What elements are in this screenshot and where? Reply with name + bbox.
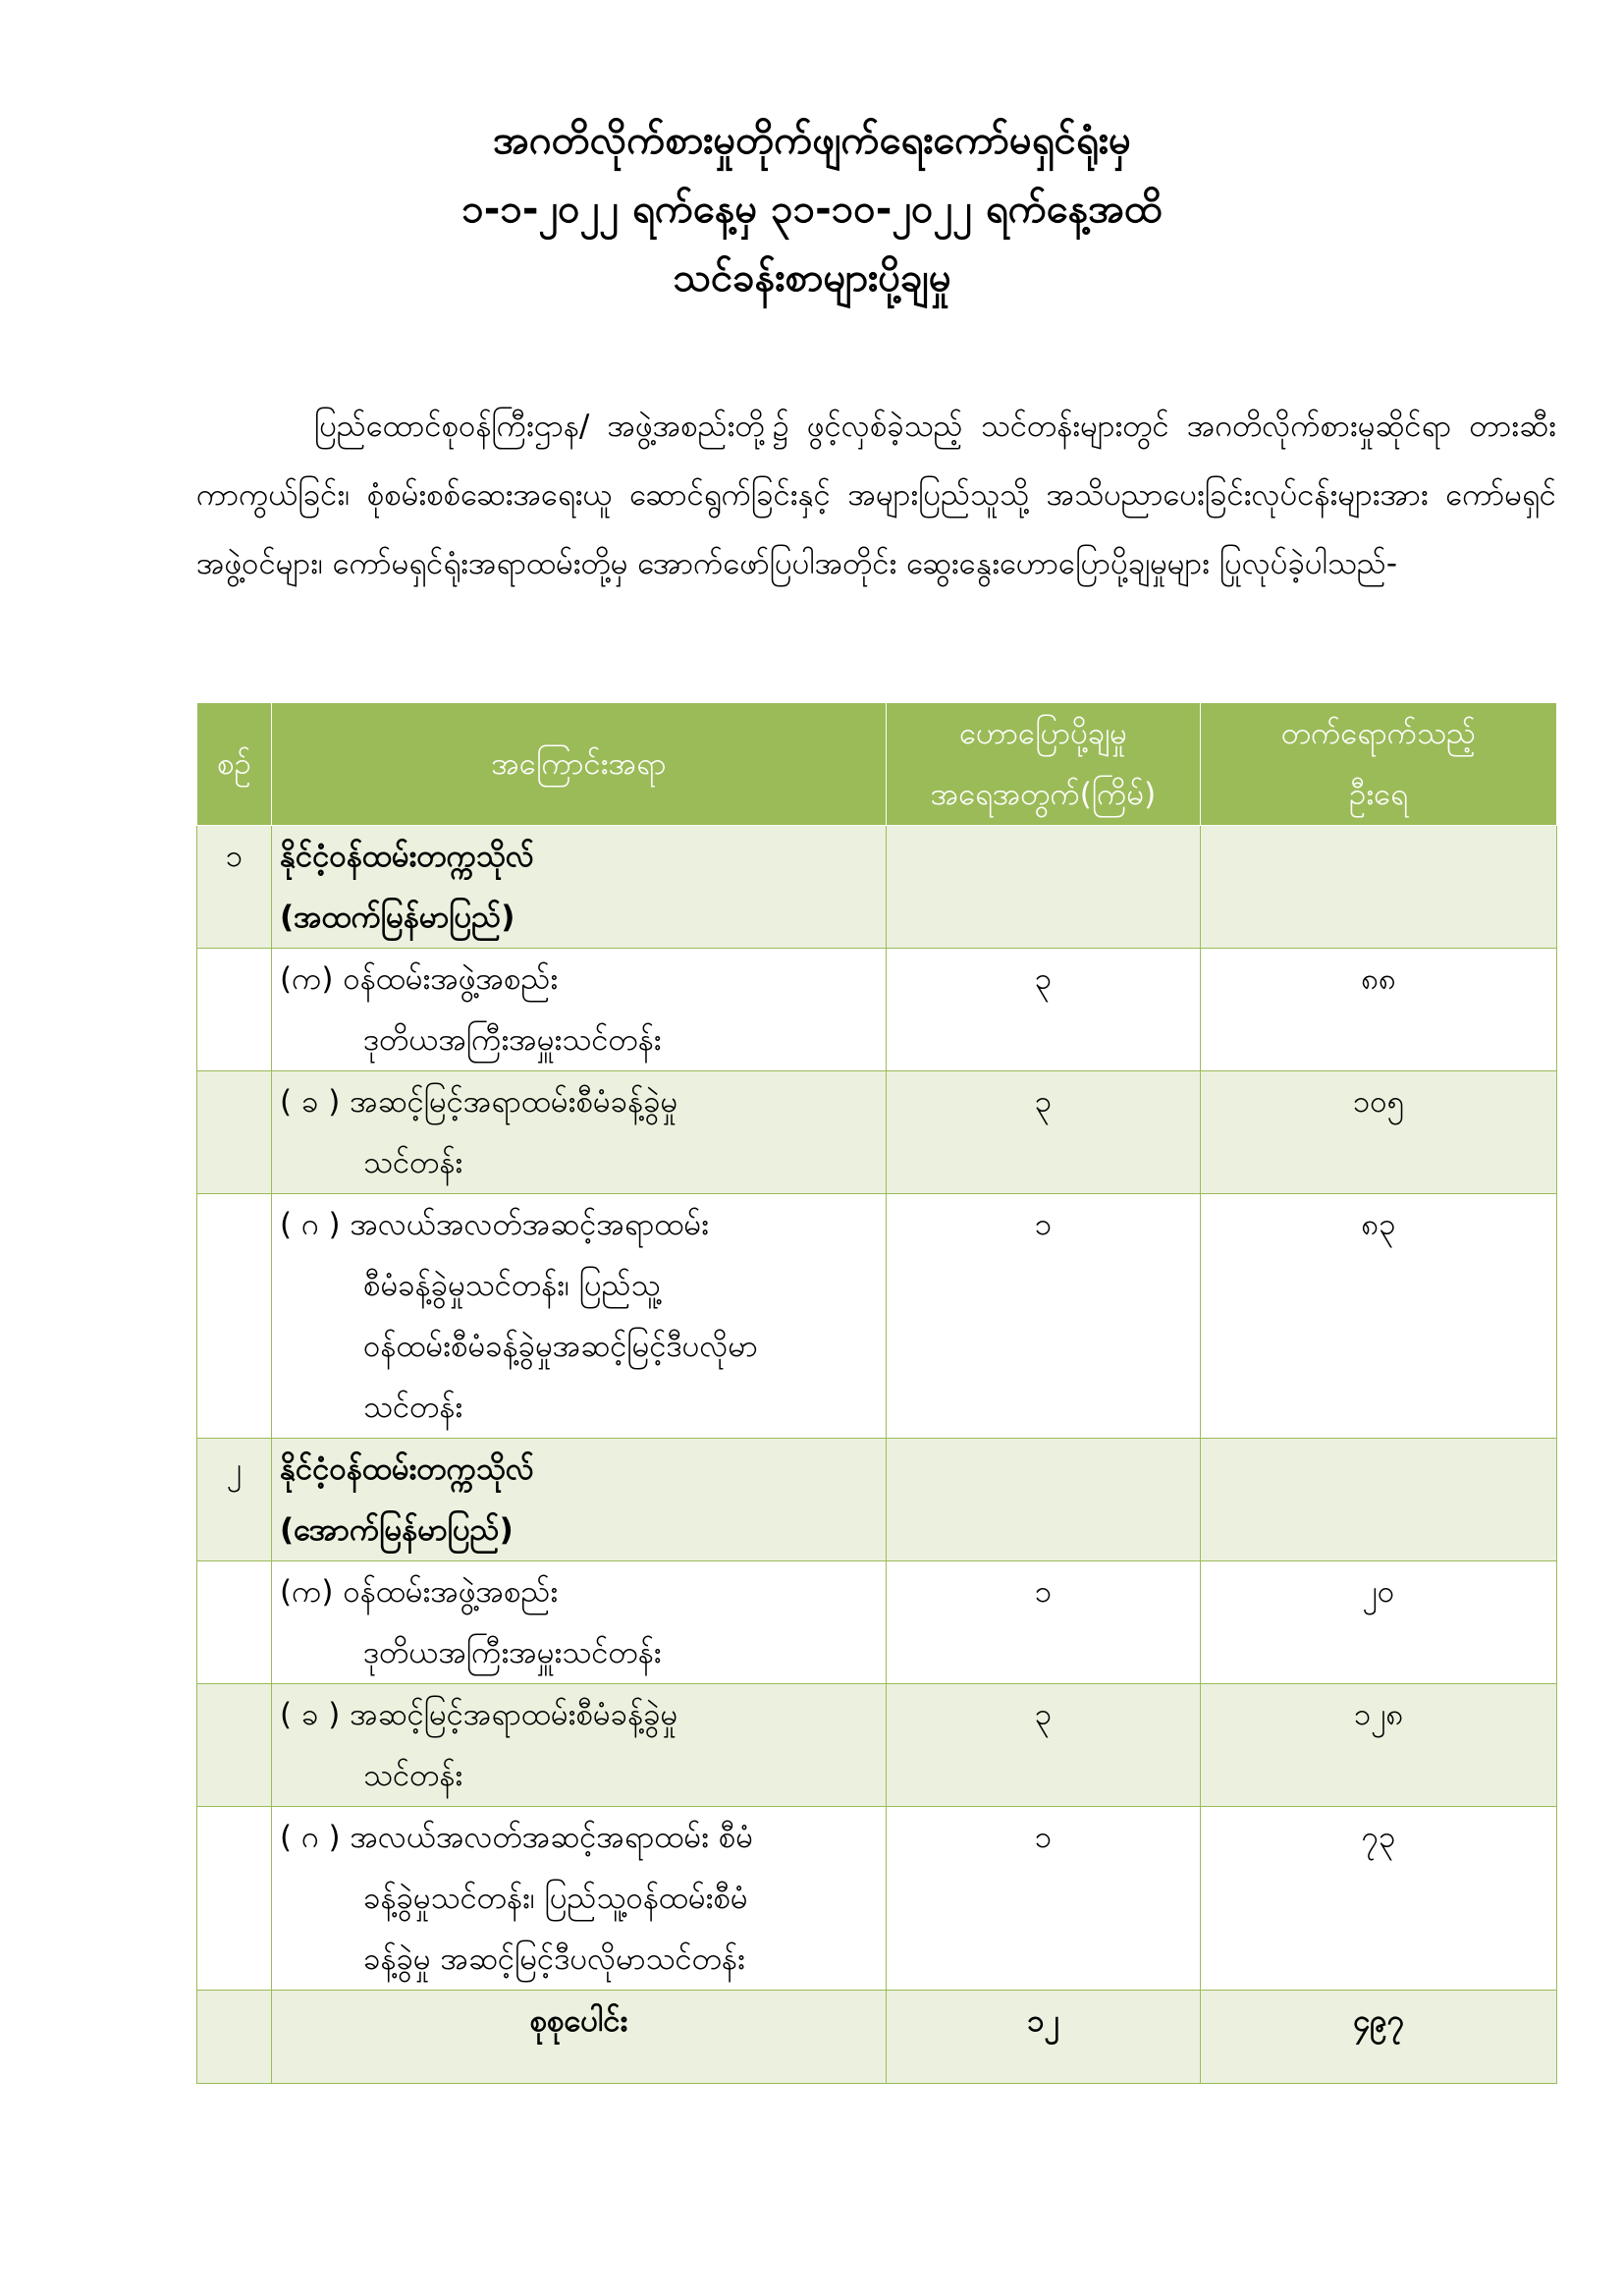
empty-cell <box>197 1991 272 2084</box>
attendees-cell: ၈၃ <box>1201 1194 1557 1439</box>
header-times-line-2: အရေအတွက်(ကြိမ်) <box>930 777 1157 812</box>
table-header-row <box>197 703 1557 826</box>
header-attendees-line-2: ဦးရေ <box>1349 777 1408 812</box>
course-line-1: (က) ဝန်ထမ်းအဖွဲ့အစည်း <box>280 961 559 997</box>
empty-cell <box>197 1561 272 1684</box>
empty-cell <box>197 1071 272 1194</box>
table-row <box>197 949 1557 1071</box>
course-name <box>272 949 887 1071</box>
course-line-2: ဒုတိယအကြီးအမှူးသင်တန်း <box>363 1022 662 1058</box>
course-line-4: သင်တန်း <box>363 1390 463 1425</box>
header-attendees <box>1201 703 1557 826</box>
course-name <box>272 1684 887 1807</box>
attendees-cell: ၁၂၈ <box>1201 1684 1557 1807</box>
attendees-cell: ၇၃ <box>1201 1807 1557 1991</box>
header-subject: အကြောင်းအရာ <box>272 703 887 826</box>
table-row <box>197 1071 1557 1194</box>
header-times-line-1: ဟောပြောပို့ချမှု <box>959 716 1127 751</box>
table-row <box>197 1684 1557 1807</box>
empty-cell <box>197 1807 272 1991</box>
section-heading-line-2: (အထက်မြန်မာပြည်) <box>280 900 515 935</box>
empty-cell <box>197 1194 272 1439</box>
section-row <box>197 826 1557 949</box>
course-line-2: ခန့်ခွဲမှုသင်တန်း၊ ပြည်သူ့ဝန်ထမ်းစီမံ <box>363 1881 748 1916</box>
course-line-3: ခန့်ခွဲမှု အဆင့်မြင့်ဒီပလိုမာသင်တန်း <box>363 1941 745 1977</box>
lecture-table <box>196 702 1557 2084</box>
course-name <box>272 1561 887 1684</box>
times-cell: ၃ <box>887 949 1201 1071</box>
title-line-1: အဂတိလိုက်စားမှုတိုက်ဖျက်ရေးကော်မရှင်ရုံးမှ <box>493 118 1131 163</box>
table-row <box>197 1561 1557 1684</box>
course-line-1: ( ဂ ) အလယ်အလတ်အဆင့်အရာထမ်း စီမံ <box>280 1820 753 1855</box>
empty-cell <box>1201 1439 1557 1561</box>
header-no: စဉ် <box>197 703 272 826</box>
times-cell: ၁ <box>887 1194 1201 1439</box>
intro-paragraph: ပြည်ထောင်စုဝန်ကြီးဌာန/ အဖွဲ့အစည်းတို့၌ ဖွင့်လှစ်ခဲ့သည့် သင်တန်းများတွင် အဂတိလိုက်စားမှုဆိုင်ရာ တားဆီးကာကွယ်ခြင်း၊ စုံစမ်းစစ်ဆေးအရေးယူ ဆောင်ရွက်ခြင်းနှင့် အများပြည်သူသို့ အသိပညာပေးခြင်းလုပ်ငန်းများအား ကော်မရှင်အဖွဲ့ဝင်များ၊ ကော်မရှင်ရုံးအရာထမ်းတို့မှ အောက်ဖော်ပြပါအတိုင်း ဆွေးနွေးဟောပြောပို့ချမှုများ ပြုလုပ်ခဲ့ပါသည်- <box>196 409 1556 581</box>
section-row <box>197 1439 1557 1561</box>
header-attendees-line-1: တက်ရောက်သည့် <box>1280 716 1477 751</box>
course-line-1: (က) ဝန်ထမ်းအဖွဲ့အစည်း <box>280 1574 559 1610</box>
empty-cell <box>887 826 1201 949</box>
empty-cell <box>197 1684 272 1807</box>
title-line-3: သင်ခန်းစာများပို့ချမှု <box>673 255 951 301</box>
times-cell: ၃ <box>887 1684 1201 1807</box>
section-heading-line-1: နိုင်ငံ့ဝန်ထမ်းတက္ကသိုလ် <box>280 839 534 874</box>
course-line-2: သင်တန်း <box>363 1145 463 1180</box>
section-number: ၂ <box>197 1439 272 1561</box>
empty-cell <box>197 949 272 1071</box>
attendees-cell: ၁၀၅ <box>1201 1071 1557 1194</box>
empty-cell <box>887 1439 1201 1561</box>
section-heading-line-2: (အောက်မြန်မာပြည်) <box>280 1512 514 1548</box>
course-line-1: ( ဂ ) အလယ်အလတ်အဆင့်အရာထမ်း <box>280 1207 709 1242</box>
document-title <box>0 106 1624 312</box>
times-cell: ၁ <box>887 1807 1201 1991</box>
course-line-3: ဝန်ထမ်းစီမံခန့်ခွဲမှုအဆင့်မြင့်ဒီပလိုမာ <box>363 1329 758 1364</box>
course-line-1: ( ခ ) အဆင့်မြင့်အရာထမ်းစီမံခန့်ခွဲမှု <box>280 1084 678 1120</box>
header-times <box>887 703 1201 826</box>
table-row <box>197 1807 1557 1991</box>
course-line-2: ဒုတိယအကြီးအမှူးသင်တန်း <box>363 1635 662 1670</box>
total-label: စုစုပေါင်း <box>272 1991 887 2084</box>
course-name <box>272 1194 887 1439</box>
total-row <box>197 1991 1557 2084</box>
section-heading <box>272 826 887 949</box>
course-name <box>272 1071 887 1194</box>
section-heading-line-1: နိုင်ငံ့ဝန်ထမ်းတက္ကသိုလ် <box>280 1451 534 1487</box>
table-row <box>197 1194 1557 1439</box>
total-times: ၁၂ <box>887 1991 1201 2084</box>
attendees-cell: ၈၈ <box>1201 949 1557 1071</box>
course-line-2: သင်တန်း <box>363 1758 463 1793</box>
attendees-cell: ၂၀ <box>1201 1561 1557 1684</box>
total-attendees: ၄၉၇ <box>1201 1991 1557 2084</box>
section-heading <box>272 1439 887 1561</box>
empty-cell <box>1201 826 1557 949</box>
course-line-2: စီမံခန့်ခွဲမှုသင်တန်း၊ ပြည်သူ့ <box>363 1268 661 1303</box>
section-number: ၁ <box>197 826 272 949</box>
course-line-1: ( ခ ) အဆင့်မြင့်အရာထမ်းစီမံခန့်ခွဲမှု <box>280 1697 678 1732</box>
title-line-2: ၁-၁-၂၀၂၂ ရက်နေ့မှ ၃၁-၁၀-၂၀၂၂ ရက်နေ့အထိ <box>461 187 1163 232</box>
course-name <box>272 1807 887 1991</box>
times-cell: ၁ <box>887 1561 1201 1684</box>
times-cell: ၃ <box>887 1071 1201 1194</box>
